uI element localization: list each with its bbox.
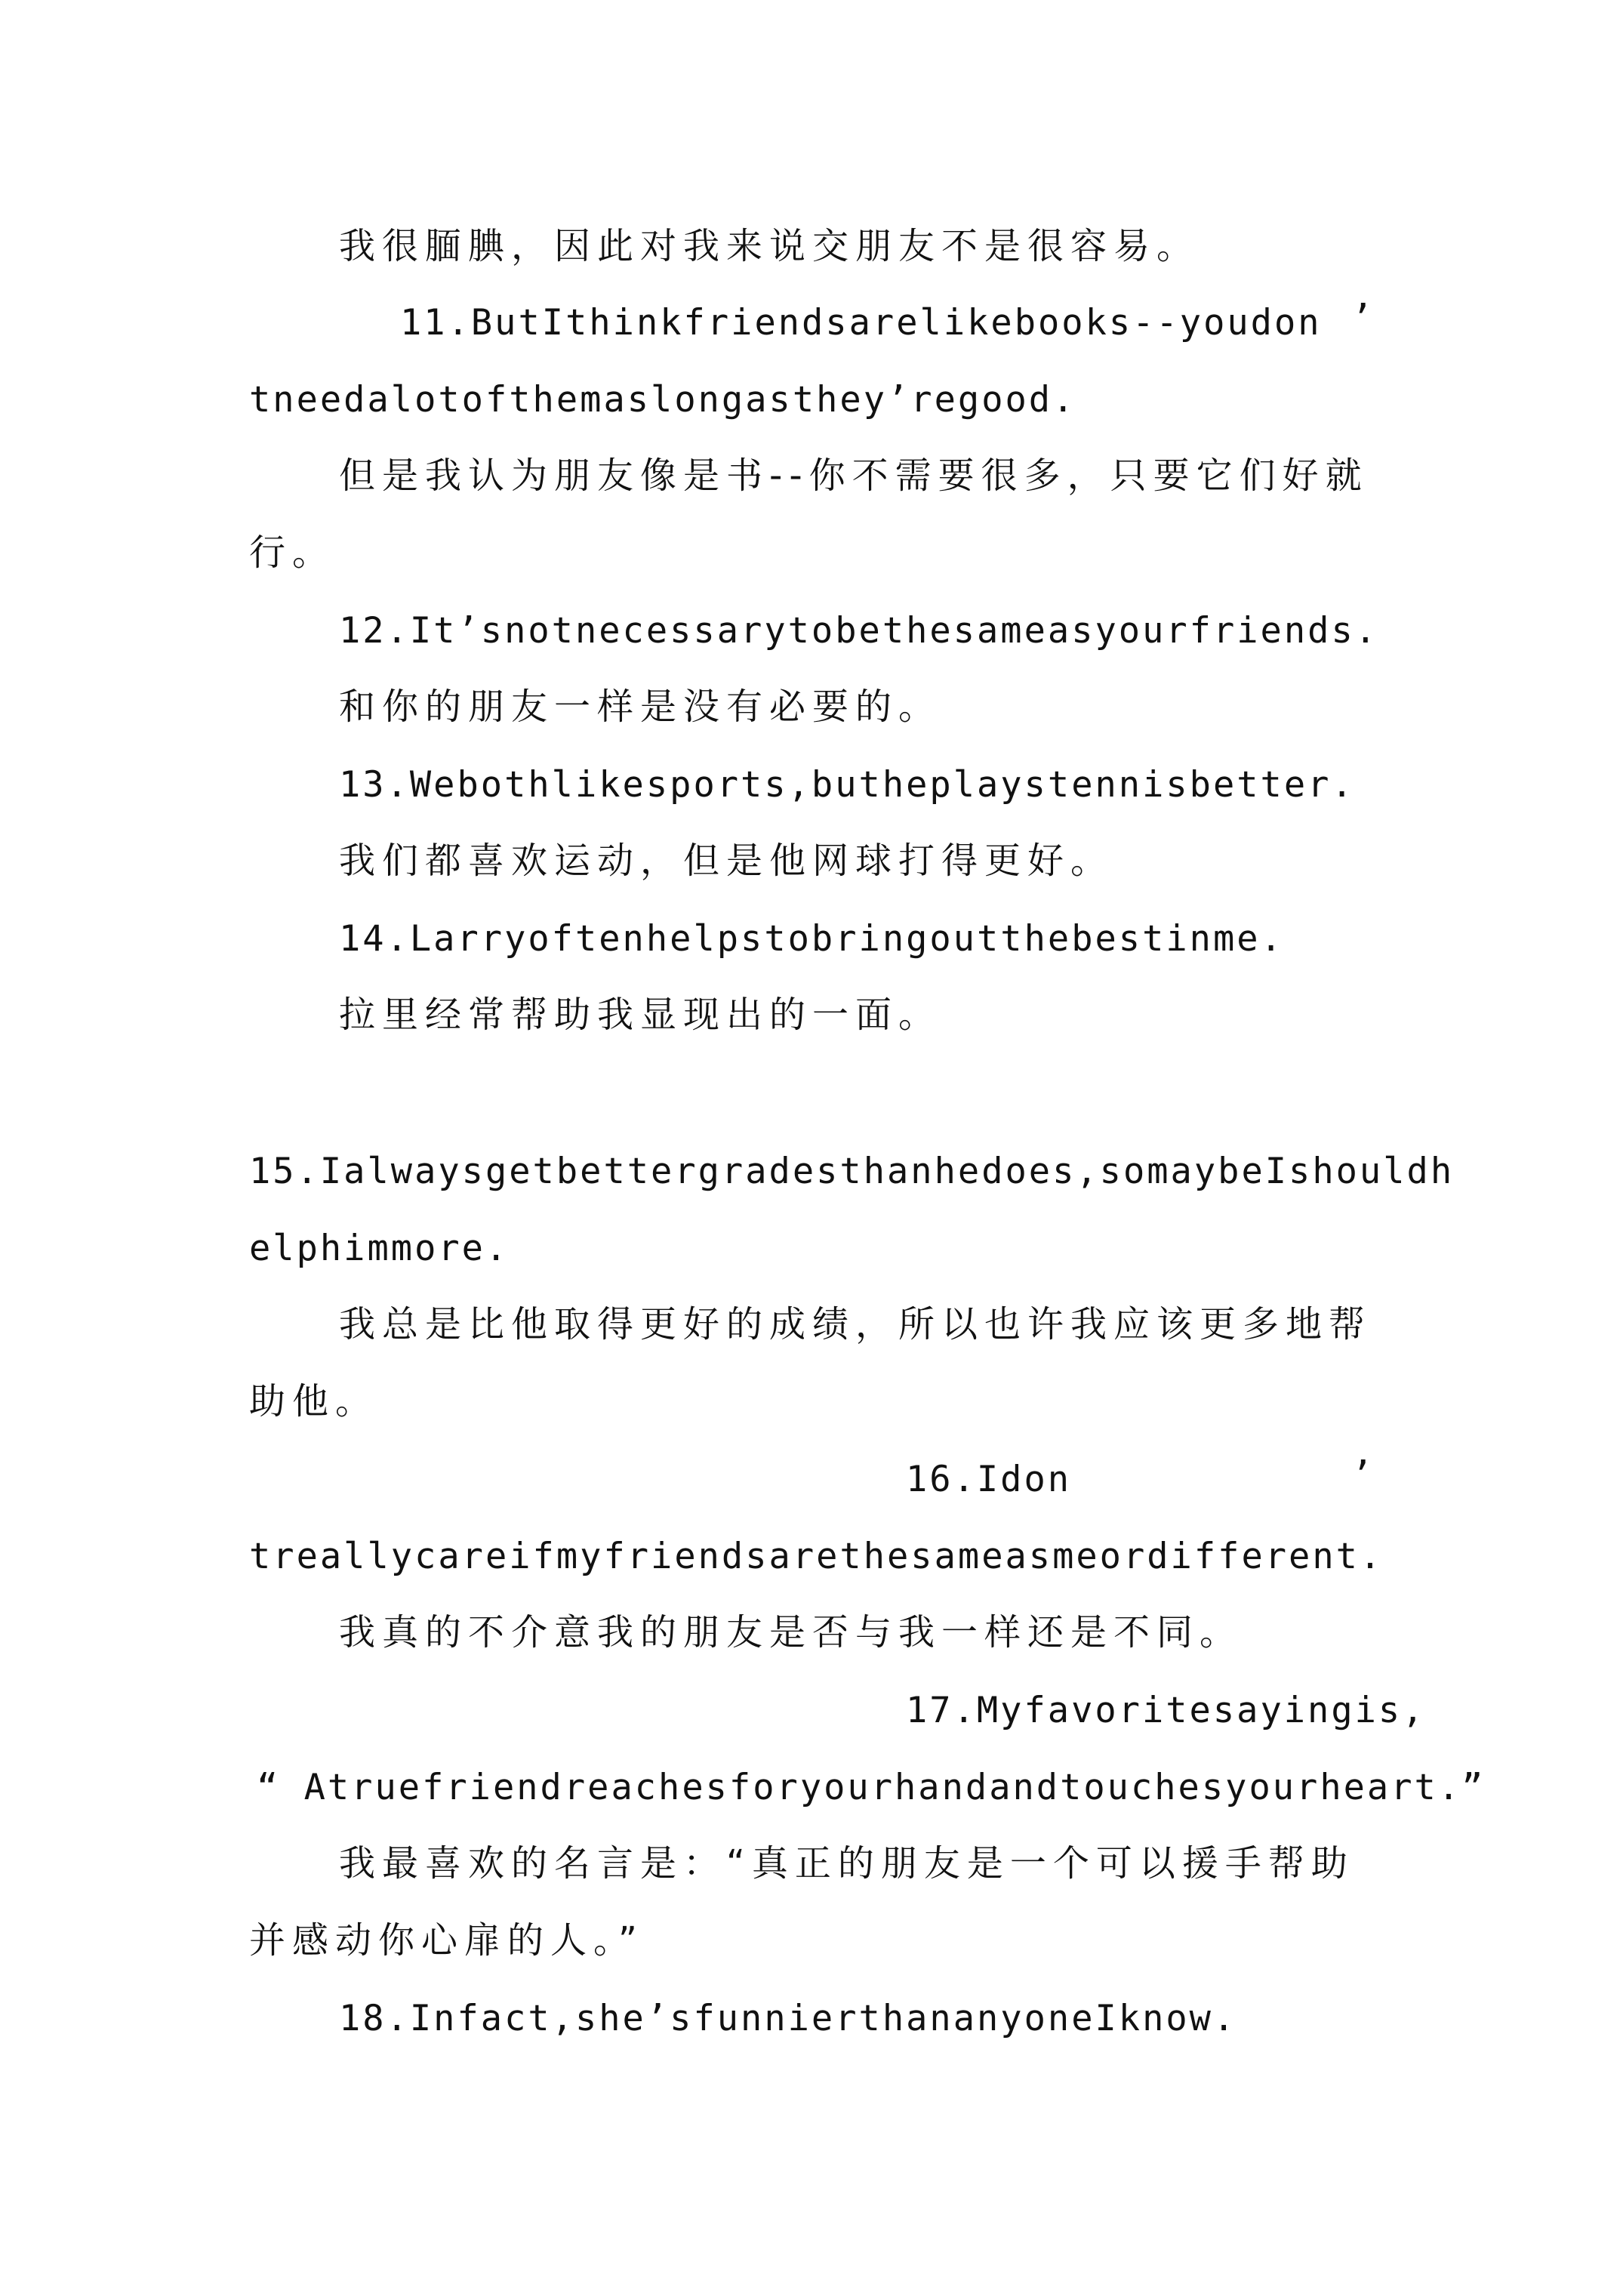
sentence-18-english: 18.Infact,she’sfunnierthananyoneIknow. (339, 1998, 1237, 2039)
sentence-12-chinese: 和你的朋友一样是没有必要的。 (339, 686, 942, 728)
sentence-15-english-cont: elphimmore. (249, 1228, 510, 1269)
sentence-11-english-cont: tneedalotofthemaslongasthey’regood. (249, 379, 1076, 421)
sentence-16-english: 16.Idon (906, 1459, 1072, 1500)
sentence-17-chinese-cont: 并感动你心扉的人。” (249, 1919, 644, 1962)
sentence-11-chinese: 但是我认为朋友像是书--你不需要很多，只要它们好就 (339, 455, 1369, 497)
sentence-15-english: 15.Ialwaysgetbettergradesthanhedoes,somaybeIshouldh (249, 1151, 1455, 1192)
sentence-17-english: 17.Myfavoritesayingis, (906, 1690, 1426, 1731)
sentence-16-chinese: 我真的不介意我的朋友是否与我一样还是不同。 (339, 1611, 1243, 1653)
sentence-15-chinese-cont: 助他。 (249, 1380, 379, 1422)
sentence-17-chinese: 我最喜欢的名言是：“真正的朋友是一个可以援手帮助 (339, 1842, 1354, 1885)
sentence-14-chinese: 拉里经常帮助我显现出的一面。 (339, 994, 942, 1036)
apostrophe-mark: ’ (1351, 297, 1373, 339)
sentence-14-english: 14.Larryoftenhelpstobringoutthebestinme. (339, 918, 1284, 960)
sentence-11-english: 11.ButIthinkfriendsarelikebooks--youdon (400, 302, 1322, 344)
sentence-12-english: 12.It’snotnecessarytobethesameasyourfriends. (339, 610, 1379, 652)
sentence-16-english-cont: treallycareifmyfriendsarethesameasmeordifferent. (249, 1536, 1384, 1577)
sentence-15-chinese: 我总是比他取得更好的成绩，所以也许我应该更多地帮 (339, 1303, 1372, 1345)
sentence-13-english: 13.Webothlikesports,butheplaystennisbetter. (339, 764, 1355, 806)
sentence-11-chinese-cont: 行。 (249, 532, 336, 574)
sentence-17-english-cont: “ Atruefriendreachesforyourhandandtouchesyourheart.” (257, 1767, 1486, 1808)
paragraph-line: 我很腼腆，因此对我来说交朋友不是很容易。 (339, 225, 1200, 267)
apostrophe-mark: ’ (1351, 1454, 1373, 1496)
sentence-13-chinese: 我们都喜欢运动，但是他网球打得更好。 (339, 840, 1114, 882)
